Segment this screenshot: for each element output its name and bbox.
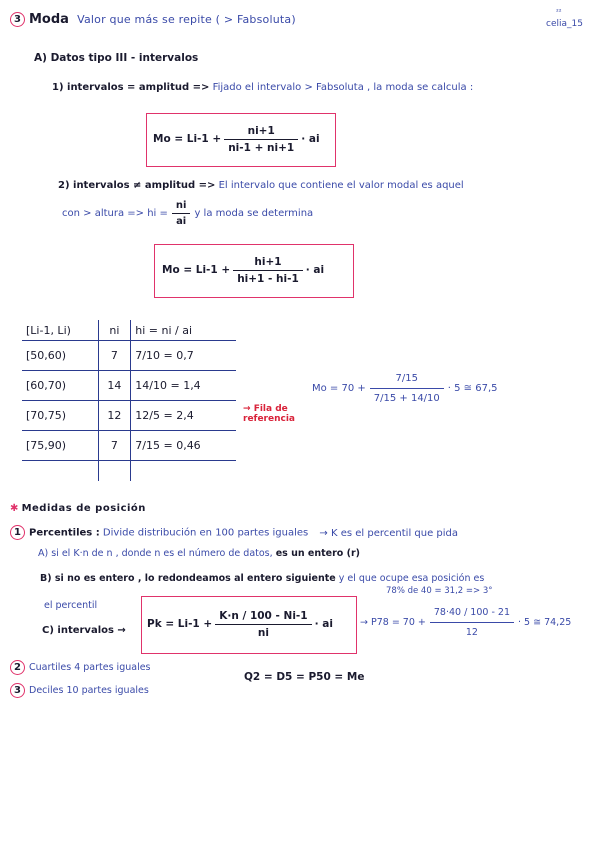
p78-lhs: → P78 = 70 + [360,616,426,628]
case2-line2 [62,200,313,227]
percentiles-line [10,525,458,540]
table-cell: 7 [98,431,131,461]
item-a-text: A) si el K·n de n , donde n es el número de datos, [38,548,273,559]
table-cell: 14/10 = 1,4 [131,371,236,401]
star-icon: ✱ [10,503,19,514]
mo-calculation [312,366,498,410]
table-cell: [60,70) [22,371,98,401]
case2-text: El intervalo que contiene el valor modal es aquel [218,180,464,191]
p78-top-note: 78% de 40 = 31,2 => 3° [386,586,493,596]
mo-calc-den: 7/15 + 14/10 [373,392,440,404]
formula3-den: ni [257,626,269,639]
table-cell [22,461,98,482]
reference-arrow: → [243,404,251,414]
p78-den: 12 [465,626,478,638]
reference-row-note [243,404,303,424]
moda-desc: Valor que más se repite ( > Fabsoluta) [77,13,296,26]
quartile-equality: Q2 = D5 = P50 = Me [244,671,365,683]
item-c: C) intervalos → [42,625,126,636]
percentiles-text: Divide distribución en 100 partes iguales [102,527,309,539]
table-cell: 7 [98,341,131,371]
item-number-2: 2 [10,660,25,675]
corner-mark: ²² [556,8,562,16]
medidas-title: Medidas de posición [21,503,146,514]
table-header: ni [98,320,131,341]
formula1-den: ni-1 + ni+1 [228,141,295,154]
formula1-num: ni+1 [247,124,275,137]
table-header: [Li-1, Li) [22,320,98,341]
table-cell: 12/5 = 2,4 [131,401,236,431]
item-number-1: 1 [10,525,25,540]
item-b-text2: y el que ocupe esa posición es [338,573,485,584]
case2-frac-num: ni [175,200,187,211]
table-cell [98,461,131,482]
deciles-text: Deciles 10 partes iguales [29,685,149,696]
case2-text2: con > altura => hi = [62,208,168,219]
table-cell: 7/15 = 0,46 [131,431,236,461]
formula2-den: hi+1 - hi-1 [237,272,299,285]
item-a [38,548,360,559]
case2-text3: y la moda se determina [194,208,314,219]
formula2-num: hi+1 [254,255,282,268]
table-header: hi = ni / ai [131,320,236,341]
case2-label: 2) intervalos ≠ amplitud => [58,180,216,191]
table-cell: [70,75) [22,401,98,431]
formula2 [162,252,324,288]
formula1-lhs: Mo = Li-1 + [153,133,222,145]
table-header-row [22,320,236,341]
frequency-table [22,320,236,481]
item-number-3: 3 [10,683,25,698]
table-cell [131,461,236,482]
p78-calculation [360,602,571,642]
percentiles-arrow: → K es el percentil que pida [319,527,459,539]
table-cell: [75,90) [22,431,98,461]
case1-text: Fijado el intervalo > Fabsoluta , la moda se calcula : [212,82,474,93]
percentiles-label: Percentiles : [29,527,100,539]
table-row [22,461,236,482]
case1-label: 1) intervalos = amplitud => [52,82,210,93]
author-tag: celia_15 [546,19,583,29]
item-a-bold: es un entero (r) [275,548,361,559]
case2-frac-den: ai [176,216,187,227]
moda-title: Moda [29,12,69,27]
formula1-tail: · ai [301,133,320,145]
table-cell: 14 [98,371,131,401]
case1-line [52,82,473,93]
formula3-tail: · ai [314,618,333,630]
medidas-heading [10,503,146,514]
formula3 [147,600,333,648]
p78-tail: · 5 ≅ 74,25 [518,616,572,628]
cuartiles-line [10,660,151,675]
table-cell: [50,60) [22,341,98,371]
mo-calc-num: 7/15 [395,372,418,384]
table-cell: 12 [98,401,131,431]
item-b-text3: el percentil [44,600,98,611]
deciles-line [10,683,149,698]
formula3-num: K·n / 100 - Ni-1 [219,609,308,622]
formula1 [153,121,320,157]
reference-text: Fila de referencia [243,404,296,424]
section-number: 3 [10,12,25,27]
table-row [22,431,236,461]
cuartiles-text: Cuartiles 4 partes iguales [29,662,151,673]
formula3-lhs: Pk = Li-1 + [147,618,213,630]
p78-num: 78·40 / 100 - 21 [433,606,511,618]
item-b-text: B) si no es entero , lo redondeamos al entero siguiente [40,573,336,584]
table-cell: 7/10 = 0,7 [131,341,236,371]
moda-heading [10,12,296,27]
table-row [22,401,236,431]
formula2-tail: · ai [305,264,325,276]
table-row [22,341,236,371]
mo-calc-lhs: Mo = 70 + [312,382,366,394]
subsection-a: A) Datos tipo III - intervalos [34,52,199,64]
formula2-lhs: Mo = Li-1 + [162,264,231,276]
table-row [22,371,236,401]
item-b [40,573,484,584]
case2-line [58,180,464,191]
mo-calc-tail: · 5 ≅ 67,5 [447,382,498,394]
